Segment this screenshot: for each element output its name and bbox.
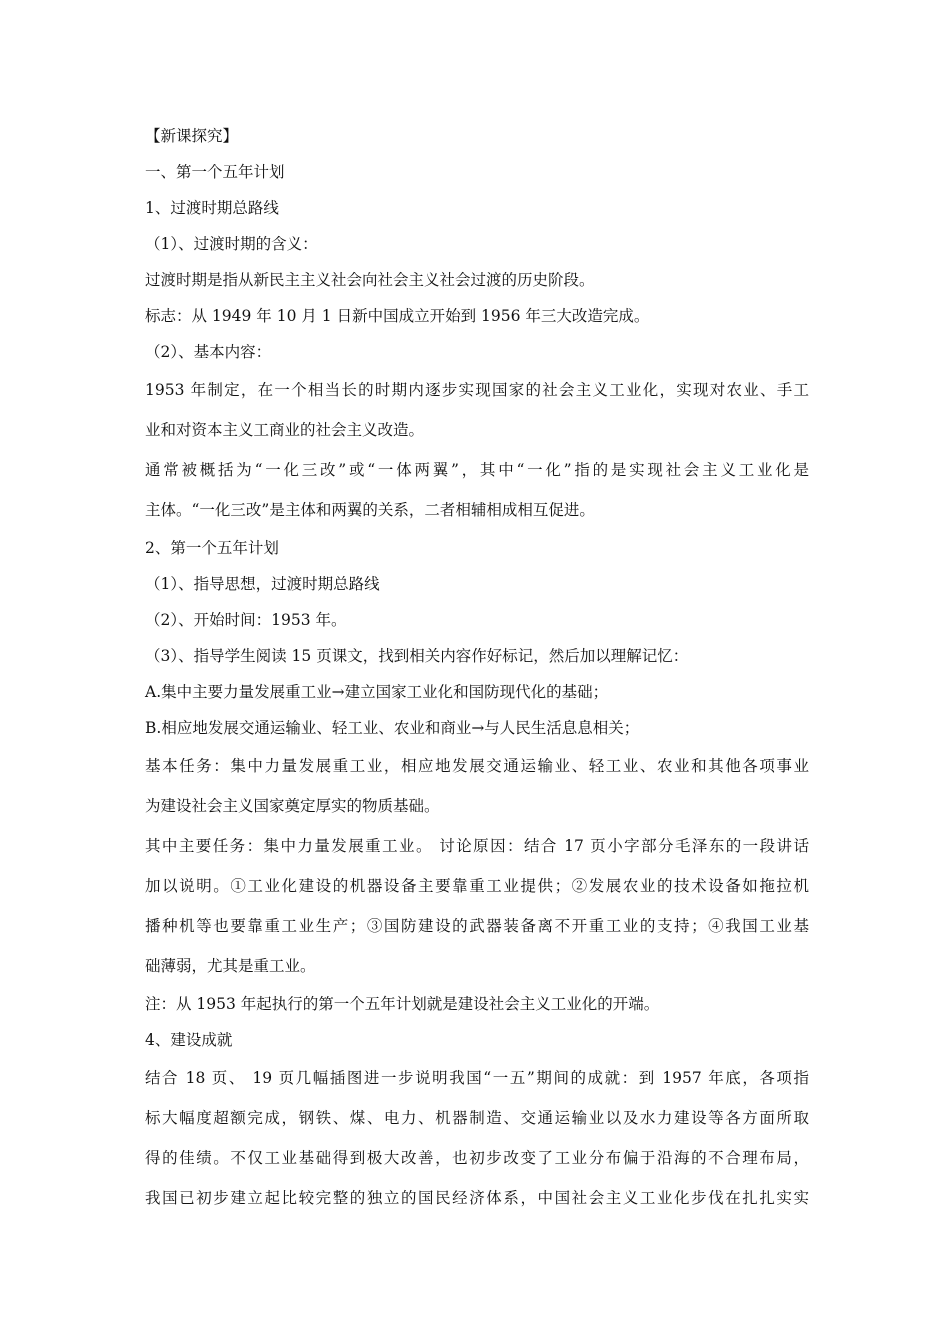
- section-heading: 【新课探究】: [145, 127, 239, 145]
- text-line: B.相应地发展交通运输业、轻工业、农业和商业→与人民生活息息相关；: [145, 719, 640, 737]
- item-heading: （1）、指导思想，过渡时期总路线: [145, 575, 380, 593]
- text-line: 础薄弱，尤其是重工业。: [145, 957, 316, 975]
- item-heading: （2）、开始时间：1953 年。: [145, 611, 347, 629]
- item-heading: （3）、指导学生阅读 15 页课文，找到相关内容作好标记，然后加以理解记忆：: [145, 647, 689, 665]
- text-line: 加以说明。①工业化建设的机器设备主要靠重工业提供；②发展农业的技术设备如拖拉机: [145, 877, 809, 895]
- text-line: 标大幅度超额完成，钢铁、煤、电力、机器制造、交通运输业以及水力建设等各方面所取: [145, 1109, 809, 1127]
- text-line: 为建设社会主义国家奠定厚实的物质基础。: [145, 797, 440, 815]
- text-line: 我国已初步建立起比较完整的独立的国民经济体系，中国社会主义工业化步伐在扎扎实实: [145, 1189, 809, 1207]
- text-line: 业和对资本主义工商业的社会主义改造。: [145, 421, 425, 439]
- text-line: 基本任务：集中力量发展重工业，相应地发展交通运输业、轻工业、农业和其他各项事业: [145, 757, 809, 775]
- text-line: 注：从 1953 年起执行的第一个五年计划就是建设社会主义工业化的开端。: [145, 995, 660, 1013]
- item-heading: （1）、过渡时期的含义：: [145, 235, 318, 253]
- text-line: 过渡时期是指从新民主主义社会向社会主义社会过渡的历史阶段。: [145, 271, 595, 289]
- text-line: 得的佳绩。不仅工业基础得到极大改善，也初步改变了工业分布偏于沿海的不合理布局，: [145, 1149, 809, 1167]
- text-line: 标志：从 1949 年 10 月 1 日新中国成立开始到 1956 年三大改造完成。: [145, 307, 650, 325]
- text-line: 其中主要任务：集中力量发展重工业。 讨论原因：结合 17 页小字部分毛泽东的一段讲话: [145, 837, 809, 855]
- text-line: 1953 年制定，在一个相当长的时期内逐步实现国家的社会主义工业化，实现对农业、手工: [145, 381, 809, 399]
- item-heading: （2）、基本内容：: [145, 343, 272, 361]
- subsection-heading: 1、过渡时期总路线: [145, 199, 279, 217]
- chapter-heading: 一、第一个五年计划: [145, 163, 285, 181]
- text-line: 通常被概括为“一化三改”或“一体两翼”，其中“一化”指的是实现社会主义工业化是: [145, 461, 809, 479]
- document-body: [145, 118, 809, 1218]
- subsection-heading: 4、建设成就: [145, 1031, 233, 1049]
- text-line: 主体。“一化三改”是主体和两翼的关系，二者相辅相成相互促进。: [145, 501, 595, 519]
- text-line: 结合 18 页、 19 页几幅插图进一步说明我国“一五”期间的成就：到 1957 年底，各项指: [145, 1069, 809, 1087]
- text-line: 播种机等也要靠重工业生产；③国防建设的武器装备离不开重工业的支持；④我国工业基: [145, 917, 809, 935]
- text-line: A.集中主要力量发展重工业→建立国家工业化和国防现代化的基础；: [145, 683, 609, 701]
- subsection-heading: 2、第一个五年计划: [145, 539, 279, 557]
